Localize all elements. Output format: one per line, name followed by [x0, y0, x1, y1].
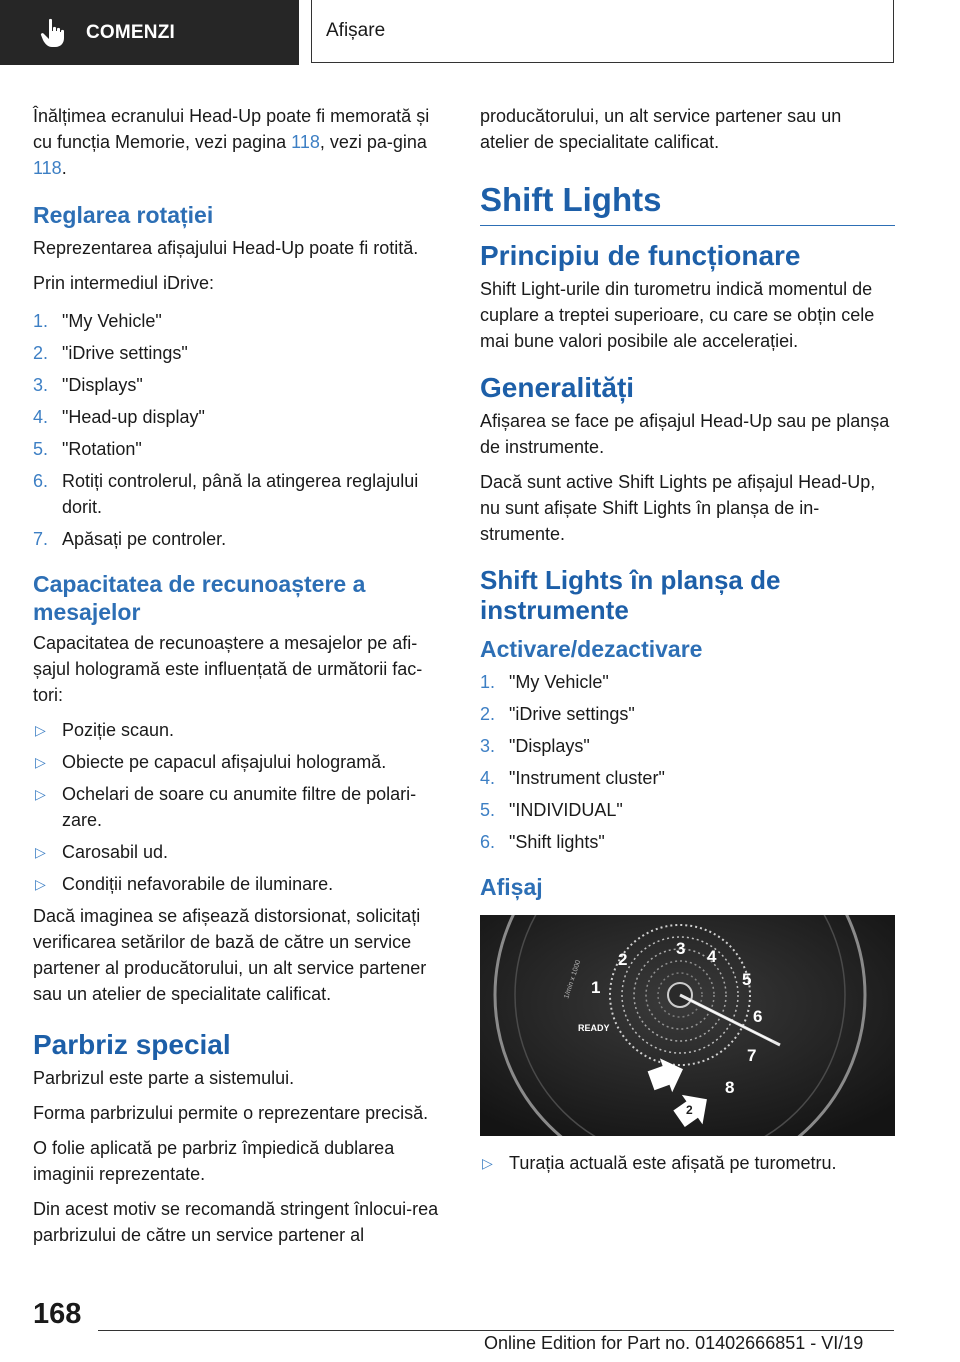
function-heading: Principiu de funcționare	[480, 240, 801, 271]
list-item: 6. "Shift lights"	[480, 832, 605, 852]
tach-number: 5	[742, 970, 752, 989]
recognition-paragraph: Capacitatea de recunoaștere a mesajelor pe afi-șajul hologramă este influențată de următorii fac-tori:	[33, 633, 423, 705]
list-item: 5. "INDIVIDUAL"	[480, 800, 623, 820]
list-item: 2. "iDrive settings"	[33, 343, 188, 363]
list-item: 4. "Head-up display"	[33, 407, 205, 427]
triangle-bullet-icon: ▷	[35, 754, 46, 770]
tach-number: 7	[747, 1046, 757, 1065]
shift-arrow-digit: 2	[686, 1103, 693, 1117]
tach-number: 4	[707, 947, 717, 966]
list-item: ▷ Condiții nefavorabile de iluminare.	[33, 871, 448, 897]
tach-number: 3	[676, 939, 686, 958]
page-link[interactable]: 118	[291, 132, 320, 152]
triangle-bullet-icon: ▷	[35, 844, 46, 860]
activation-steps	[480, 669, 895, 855]
tach-scale-label: 1/min x 1000	[563, 959, 583, 1000]
section-title: COMENZI	[86, 21, 176, 43]
windshield-paragraph-2: Forma parbrizului permite o reprezentare precisă.	[33, 1103, 429, 1123]
list-item: ▷ Poziție scaun.	[33, 717, 448, 743]
recognition-heading: Capacitatea de recunoaștere a mesajelor	[33, 571, 366, 625]
list-item: ▷ Turația actuală este afișată pe turometru.	[480, 1150, 895, 1176]
display-bullets	[480, 1150, 895, 1176]
recognition-bullets	[33, 717, 448, 897]
list-item: 3. "Displays"	[480, 736, 590, 756]
chapter-header	[311, 0, 894, 63]
function-paragraph: Shift Light-urile din turometru indică momentul de cuplare a treptei superioare, cu care se obțin cele mai bune valori posibile ale accelerației.	[480, 279, 875, 351]
list-item: 4. "Instrument cluster"	[480, 768, 665, 788]
footer-divider	[98, 1330, 894, 1331]
hand-pointer-icon	[40, 18, 66, 48]
display-heading: Afișaj	[480, 874, 543, 900]
general-paragraph-1: Afișarea se face pe afișajul Head-Up sau pe planșa de instrumente.	[480, 411, 890, 457]
distortion-paragraph: Dacă imaginea se afișează distorsionat, solicitați verificarea setărilor de bază de către un service partener al producătorului, un alt service partener sau un atelier de specialitate calificat.	[33, 906, 427, 1004]
tach-number: 8	[725, 1078, 735, 1097]
edition-footer: Online Edition for Part no. 01402666851 - VI/19	[484, 1333, 864, 1353]
list-item: 1. "My Vehicle"	[480, 672, 609, 692]
tach-number: 2	[618, 950, 628, 969]
triangle-bullet-icon: ▷	[35, 722, 46, 738]
chapter-title: Afișare	[326, 20, 386, 41]
list-item: ▷ Obiecte pe capacul afișajului hologramă.	[33, 749, 448, 775]
intro-paragraph: Înălțimea ecranului Head-Up poate fi memorată și cu funcția Memorie, vezi pagina 118, vezi pa-gina 118.	[33, 106, 430, 178]
rotation-steps	[33, 308, 448, 552]
tachometer-illustration	[480, 915, 895, 1136]
list-item: 6. Rotiți controlerul, până la atingerea reglajului dorit.	[33, 471, 419, 517]
tach-number: 1	[591, 978, 601, 997]
triangle-bullet-icon: ▷	[482, 1155, 493, 1171]
windshield-paragraph-4: Din acest motiv se recomandă stringent înlocui-rea parbrizului de către un service partener al	[33, 1199, 439, 1245]
page-link[interactable]: 118	[33, 158, 62, 178]
rotation-paragraph: Reprezentarea afișajului Head-Up poate fi rotită.	[33, 238, 419, 258]
list-item: ▷ Ochelari de soare cu anumite filtre de polari-zare.	[33, 781, 448, 833]
windshield-heading: Parbriz special	[33, 1029, 231, 1060]
continued-paragraph: producătorului, un alt service partener sau un atelier de specialitate calificat.	[480, 106, 842, 152]
instrument-cluster-heading: Shift Lights în planșa de instrumente	[480, 565, 781, 625]
list-item: 3. "Displays"	[33, 375, 143, 395]
list-item: 1. "My Vehicle"	[33, 311, 162, 331]
windshield-paragraph-1: Parbrizul este parte a sistemului.	[33, 1068, 295, 1088]
windshield-paragraph-3: O folie aplicată pe parbriz împiedică dublarea imaginii reprezentate.	[33, 1138, 395, 1184]
list-item: 2. "iDrive settings"	[480, 704, 635, 724]
left-column	[33, 103, 448, 1257]
page-number: 168	[33, 1298, 82, 1330]
list-item: 5. "Rotation"	[33, 439, 142, 459]
general-paragraph-2: Dacă sunt active Shift Lights pe afișajul Head-Up, nu sunt afișate Shift Lights în planșa de in-strumente.	[480, 472, 876, 544]
triangle-bullet-icon: ▷	[35, 876, 46, 892]
shift-lights-heading: Shift Lights	[480, 181, 895, 226]
ready-indicator: READY	[578, 1023, 610, 1033]
triangle-bullet-icon: ▷	[35, 786, 46, 802]
rotation-idrive-paragraph: Prin intermediul iDrive:	[33, 273, 215, 293]
general-heading: Generalități	[480, 372, 635, 403]
tach-number: 6	[753, 1007, 763, 1026]
section-tab[interactable]	[0, 0, 299, 65]
rotation-heading: Reglarea rotației	[33, 202, 214, 228]
list-item: ▷ Carosabil ud.	[33, 839, 448, 865]
right-column	[480, 103, 895, 1182]
activation-heading: Activare/dezactivare	[480, 636, 703, 662]
list-item: 7. Apăsați pe controler.	[33, 529, 227, 549]
tachometer-figure	[480, 915, 895, 1136]
